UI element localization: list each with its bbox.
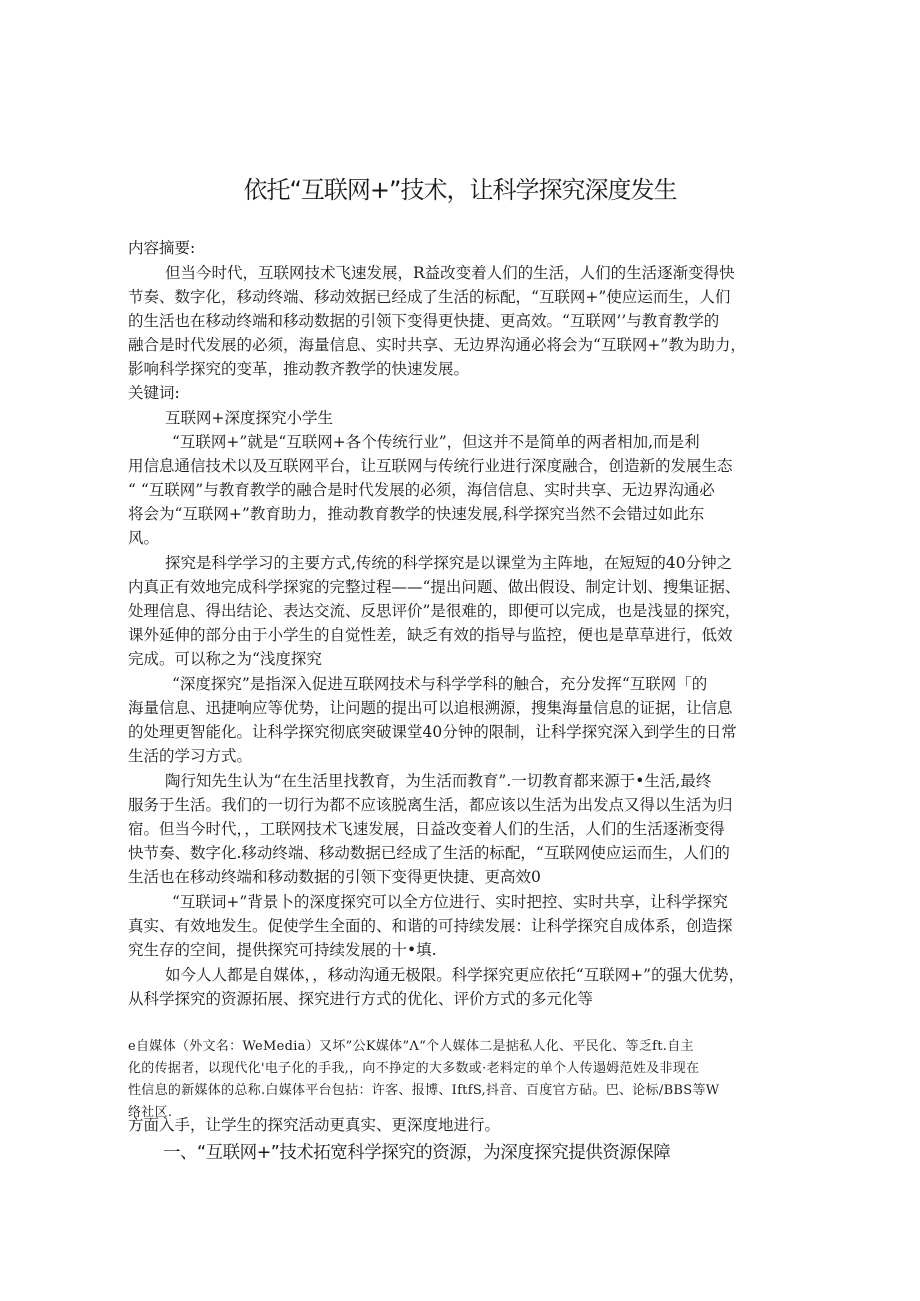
- abstract-line: 节奏、数字化，移动终端、移动效据已经成了生活的标配，“互联网+”使应运而生，人们: [128, 288, 731, 306]
- body-line: 宿。但当今时代，，工联网技术飞速发展，日益改变着人们的生活，人们的生活逐淅变得: [128, 820, 725, 838]
- body-line: 生活的学习方式。: [128, 747, 253, 765]
- abstract-line: 的生活也在移动终端和移动数据的引领下变得更快捷、更高效。“互联网’’与教育教学的: [128, 312, 720, 330]
- body-line: 服务于生活。我们的一切行为都不应该脱离生活，都应该以生活为出发点又得以生活为归: [128, 796, 733, 814]
- footnote-line: 化的传据者，以现代化'电子化的手我,，向不挣定的大多数或·老料定的单个人传遢姆范姓及非现在: [128, 1061, 700, 1076]
- abstract-line: 融合是时代发展的必须，海量信息、实时共享、无边界沟通必将会为“互联网+”教为助力，: [128, 336, 746, 354]
- body-line: 处理信息、得出结论、表达交流、反思评价”是很难的，即便可以完成，也是浅显的探究，: [128, 602, 741, 620]
- continuation-line: 方面入手，让学生的探究活动更真实、更深度地进行。: [128, 1116, 501, 1134]
- abstract-label: 内容摘要:: [128, 239, 196, 257]
- body-line: 探究是科学学习的主要方式,传统的科学探究是以课堂为主阵地，在短短的40分钟之: [165, 554, 733, 572]
- body-line: 课外延伸的部分由于小学生的自觉性差，缺乏有效的指导与监控，便也是草草进行，低效: [128, 626, 733, 644]
- body-line: 究生存的空间，提供探究可持续发展的十•填.: [128, 941, 437, 959]
- body-line: 陶行知先生认为“在生活里找教育，为生活而教育”.一切教育都来源于•生活,最终: [165, 772, 712, 790]
- document-title: 依托“互联网+”技术，让科学探究深度发生: [243, 176, 677, 204]
- body-line: 如今人人都是自媒体，，移动沟通无极限。科学探究更应依托“互联网+”的强大优势，: [165, 966, 745, 984]
- footnote-line: 络社区.: [128, 1105, 173, 1120]
- abstract-line: 影响科学探究的变革，推动教齐教学的快速发展。: [128, 360, 470, 378]
- keywords-text: 互联网+深度探究小学生: [165, 409, 333, 427]
- footnote-line: e自媒体（外文名：WeMedia）又坏”公K媒体”Λ“个人媒体二是掂私人化、平民化、等乏ft.自主: [128, 1039, 694, 1054]
- body-line: 从科学探究的资源拓展、探究进行方式的优化、评价方式的多元化等: [128, 990, 594, 1008]
- body-line: 内真正有效地完成科学探窕的完整过程——“提出问题、做出假设、制定计划、搜集证据、: [128, 578, 741, 596]
- body-line: 生活也在移动终端和移动数据的引领下变得更快捷、更高效0: [128, 868, 541, 886]
- footnote-line: 性信息的新媒体的总称.白媒体平台包拈：许客、报博、IftfS,抖音、百度官方砧。巴、论标/BBS等W: [128, 1083, 720, 1098]
- body-line: “ “互联网”与教育教学的融合是时代发展的必须，海信信息、实时共享、无边界沟通必: [128, 481, 715, 499]
- body-line: 用信息通信技术以及互联网平台，让互联网与传统行业进行深度融合，创造新的发展生态: [128, 457, 733, 475]
- body-line: 海量信息、迅捷响应等优势，让问题的提出可以追根溯源，搜集海量信息的证据，让信息: [128, 699, 733, 717]
- body-line: 真实、有效地发生。促使学生全面的、和谐的可持续发展：让科学探究自成体系，创造探: [128, 917, 733, 935]
- keywords-label: 关键词:: [128, 384, 180, 402]
- body-line: 风。: [128, 529, 160, 547]
- body-line: “深度探究”是指深入促进互联网技术与科学学科的触合，充分发挥“互联网「的: [172, 675, 708, 693]
- body-line: 的处理更智能化。让科学探究彻底突破课堂40分钟的限制，让科学探究深入到学生的日常: [128, 723, 737, 741]
- body-line: 将会为“互联网+”教育助力，推动教育教学的快速发展,科学探究当然不会错过如此东: [128, 505, 705, 523]
- body-line: 快节奏、数字化.移动终端、移动数据已经成了生活的标配，“互联网使应运而生，人们的: [128, 844, 730, 862]
- body-line: 完成。可以称之为“浅度探究: [128, 650, 322, 668]
- body-line: “互联网+”就是“互联网+各个传统行业”，但这并不是简单的两者相加,而是利: [172, 433, 700, 451]
- section-heading: 一、“互联网+”技术拓宽科学探究的资源，为深度探究提供资源保障: [163, 1143, 671, 1163]
- body-line: “互联词+”背景卜的深度探究可以全方位进行、实时把控、实时共享，让科学探究: [172, 893, 728, 911]
- abstract-line: 但当今时代，互联网技术飞速发展，R益改变着人们的生活，人们的生活逐渐变得快: [165, 264, 735, 282]
